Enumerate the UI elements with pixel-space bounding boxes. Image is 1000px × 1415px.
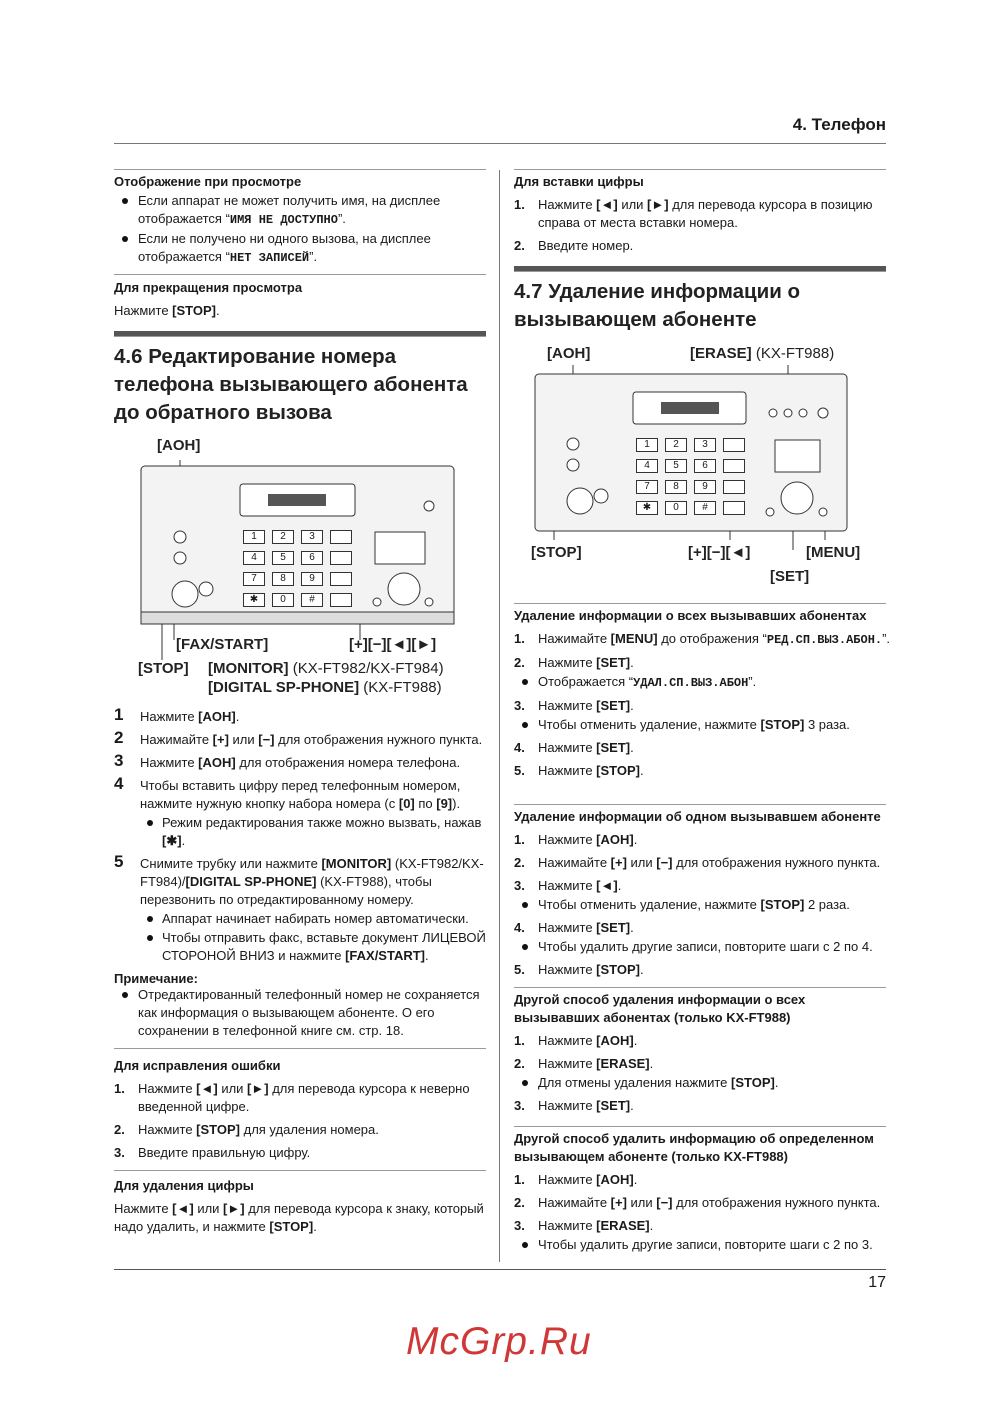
digital-label — [208, 679, 442, 696]
digital-key: [DIGITAL SP-PHONE] — [208, 679, 360, 696]
alt-delete-all-section — [514, 991, 886, 1120]
subheading: Другой способ удаления информации о всех вызывавших абонентах (только KX-FT988) — [514, 992, 806, 1025]
erase-label — [690, 345, 834, 362]
keypad-key: 2 — [272, 530, 294, 544]
step-number: 2. — [514, 655, 525, 670]
subheading: Удаление информации об одном вызывавшем абоненте — [514, 809, 881, 824]
step-text: Введите правильную цифру. — [138, 1145, 311, 1160]
step-number: 2. — [514, 855, 525, 870]
step-number: 5 — [114, 852, 124, 871]
keypad-key: 1 — [636, 438, 658, 452]
keypad-key: 7 — [243, 572, 265, 586]
step-number: 5. — [514, 763, 525, 778]
divider — [514, 603, 886, 604]
subheading: Для исправления ошибки — [114, 1058, 281, 1073]
section-header: 4. Телефон — [792, 115, 886, 134]
list-item — [514, 196, 886, 232]
step-text: Нажмите [STOP]. — [538, 763, 644, 778]
divider — [514, 1126, 886, 1127]
section-divider — [114, 331, 486, 337]
step-number: 3. — [514, 1098, 525, 1113]
step-text: Нажмите [AOH]. — [538, 1172, 638, 1187]
divider — [114, 1170, 486, 1171]
bullet-item: Аппарат начинает набирать номер автоматически. — [114, 910, 494, 928]
step-text: Нажмите [ERASE]. — [538, 1218, 654, 1233]
list-item — [514, 1217, 894, 1235]
function-key — [723, 438, 745, 452]
nav-keys-label — [349, 636, 436, 653]
bullet-item: Чтобы удалить другие записи, повторите шаги с 2 по 3. — [514, 1236, 894, 1254]
stop-label — [531, 544, 582, 561]
list-item — [114, 751, 494, 772]
nav-keys: [+][−][◄][►] — [349, 636, 437, 653]
fax-diagram-left — [130, 440, 470, 660]
keypad-key: 5 — [665, 459, 687, 473]
keypad-key: 5 — [272, 551, 294, 565]
bullet-item: Режим редактирования также можно вызвать, нажав [✱]. — [114, 814, 494, 850]
nav-keys-label — [688, 544, 750, 561]
list-item — [514, 697, 894, 715]
watermark: McGrp.Ru — [406, 1320, 592, 1363]
list-item — [114, 774, 494, 813]
step-number: 1. — [514, 1172, 525, 1187]
aoh-key: [AOH] — [157, 437, 201, 454]
bullet-item: Чтобы отменить удаление, нажмите [STOP] 3 раза. — [514, 716, 894, 734]
step-number: 1. — [514, 631, 525, 646]
divider — [114, 169, 486, 170]
bullet-item: Если не получено ни одного вызова, на дисплее отображается “НЕТ ЗАПИСЕЙ”. — [114, 230, 486, 267]
keypad-key: 0 — [665, 501, 687, 515]
keypad-key: 3 — [694, 438, 716, 452]
fax-start-key: [FAX/START] — [176, 636, 269, 653]
keypad-key: 4 — [243, 551, 265, 565]
step-number: 1. — [514, 197, 525, 212]
list-item — [514, 961, 894, 979]
delete-all-section — [514, 607, 894, 785]
list-item — [514, 1055, 886, 1073]
list-item — [114, 852, 494, 909]
steps-46 — [114, 705, 494, 1045]
step-number: 1. — [514, 1033, 525, 1048]
function-key — [330, 551, 352, 565]
step-number: 1. — [514, 832, 525, 847]
nav-keys: [+][−][◄] — [688, 544, 751, 561]
fax-diagram-right — [525, 360, 875, 550]
set-key: [SET] — [770, 568, 810, 585]
step-text: Нажмите [AOH]. — [538, 1033, 638, 1048]
erase-key: [ERASE] — [690, 345, 752, 362]
aoh-label — [547, 345, 590, 362]
keypad-key: 4 — [636, 459, 658, 473]
step-number: 3. — [114, 1145, 125, 1160]
keypad-key: 9 — [301, 572, 323, 586]
list-item — [514, 1194, 894, 1212]
function-key — [330, 530, 352, 544]
bullet-item: Чтобы отправить факс, вставьте документ ЛИЦЕВОЙ СТОРОНОЙ ВНИЗ и нажмите [FAX/START]. — [114, 929, 494, 965]
subheading: Другой способ удалить информацию об определенном вызывающем абоненте (только KX-FT988) — [514, 1131, 874, 1164]
bullet-item: Для отмены удаления нажмите [STOP]. — [514, 1074, 886, 1092]
view-display-section — [114, 173, 486, 272]
keypad-key: 8 — [665, 480, 687, 494]
step-text: Нажмите [AOH] для отображения номера телефона. — [140, 755, 461, 770]
step-text: Чтобы вставить цифру перед телефонным номером, нажмите нужную кнопку набора номера (с [0] по [9]). — [140, 778, 461, 811]
section-divider — [514, 266, 886, 272]
step-text: Нажмите [AOH]. — [538, 832, 638, 847]
step-text: Введите номер. — [538, 238, 634, 253]
step-number: 4. — [514, 920, 525, 935]
list-item — [114, 1080, 486, 1116]
set-label — [770, 568, 809, 585]
step-number: 2. — [514, 238, 525, 253]
divider — [514, 169, 886, 170]
subheading: Для прекращения просмотра — [114, 280, 303, 295]
divider — [514, 987, 886, 988]
models: (KX-FT988) — [363, 679, 442, 696]
menu-key: [MENU] — [806, 544, 861, 561]
bullet-item: Если аппарат не может получить имя, на дисплее отображается “ИМЯ НЕ ДОСТУПНО”. — [114, 192, 486, 229]
function-key — [723, 459, 745, 473]
list-item — [514, 654, 894, 672]
function-key — [723, 480, 745, 494]
models: (KX-FT982/KX-FT984) — [292, 660, 444, 677]
step-text: Нажмите [◄]. — [538, 878, 622, 893]
monitor-label — [208, 660, 444, 677]
step-text: Нажмите [SET]. — [538, 1098, 634, 1113]
paragraph: Нажмите [◄] или [►] для перевода курсора к знаку, который надо удалить, и нажмите [STOP]. — [114, 1201, 484, 1234]
keypad-key: # — [694, 501, 716, 515]
insert-digit-section — [514, 173, 886, 260]
function-key — [330, 572, 352, 586]
step-number: 3 — [114, 751, 124, 770]
step-text: Нажмите [AOH]. — [140, 709, 240, 724]
step-number: 1 — [114, 705, 124, 724]
alt-delete-one-section — [514, 1130, 894, 1259]
list-item — [514, 762, 894, 780]
step-number: 2. — [514, 1056, 525, 1071]
step-number: 3. — [514, 698, 525, 713]
keypad-key: 6 — [694, 459, 716, 473]
step-text: Нажмите [SET]. — [538, 655, 634, 670]
step-text: Нажмите [STOP] для удаления номера. — [138, 1122, 379, 1137]
step-number: 4. — [514, 740, 525, 755]
section-heading: 4.6 Редактирование номера телефона вызывающего абонента до обратного вызова — [114, 345, 468, 424]
list-item — [514, 854, 894, 872]
stop-label — [138, 660, 189, 677]
step-number: 2 — [114, 728, 124, 747]
section-heading: 4.7 Удаление информации о вызывающем абоненте — [514, 280, 801, 331]
bullet-item: Чтобы удалить другие записи, повторите шаги с 2 по 4. — [514, 938, 894, 956]
subheading: Для вставки цифры — [514, 174, 644, 189]
step-number: 5. — [514, 962, 525, 977]
list-item — [114, 1144, 486, 1162]
list-item — [514, 1171, 894, 1189]
monitor-key: [MONITOR] — [208, 660, 289, 677]
step-number: 2. — [514, 1195, 525, 1210]
keypad-key: 7 — [636, 480, 658, 494]
list-item — [514, 739, 894, 757]
list-item — [514, 919, 894, 937]
list-item — [514, 1097, 886, 1115]
page-number: 17 — [868, 1274, 886, 1291]
keypad-key: 6 — [301, 551, 323, 565]
keypad-key: # — [301, 593, 323, 607]
list-item — [514, 831, 894, 849]
bullet-item: Чтобы отменить удаление, нажмите [STOP] 2 раза. — [514, 896, 894, 914]
list-item — [114, 705, 494, 726]
fix-error-section — [114, 1057, 486, 1167]
menu-label — [806, 544, 860, 561]
header-divider — [114, 143, 886, 144]
step-text: Нажимайте [+] или [−] для отображения нужного пункта. — [538, 1195, 881, 1210]
step-text: Снимите трубку или нажмите [MONITOR] (KX-FT982/KX-FT984)/[DIGITAL SP-PHONE] (KX-FT988), чтобы перезвонить по отредактированному номеру. — [140, 856, 484, 907]
paragraph: Нажмите [STOP]. — [114, 303, 220, 318]
divider — [114, 274, 486, 275]
step-number: 3. — [514, 1218, 525, 1233]
delete-one-section — [514, 808, 894, 984]
models: (KX-FT988) — [755, 345, 835, 362]
footer-divider — [114, 1269, 886, 1270]
step-text: Нажимайте [MENU] до отображения “РЕД.СП.ВЫЗ.АБОН.”. — [538, 631, 891, 647]
list-item — [114, 728, 494, 749]
list-item — [514, 877, 894, 895]
list-item — [514, 1032, 886, 1050]
delete-digit-section — [114, 1177, 486, 1236]
stop-key: [STOP] — [138, 660, 189, 677]
step-text: Нажмите [STOP]. — [538, 962, 644, 977]
step-number: 2. — [114, 1122, 125, 1137]
step-text: Нажмите [SET]. — [538, 920, 634, 935]
aoh-label — [157, 437, 200, 454]
stop-key: [STOP] — [531, 544, 582, 561]
column-divider — [499, 170, 500, 1262]
fax-start-label — [176, 636, 268, 653]
note-heading: Примечание: — [114, 971, 198, 986]
subheading: Отображение при просмотре — [114, 174, 302, 189]
list-item — [514, 630, 894, 649]
function-key — [723, 501, 745, 515]
list-item — [114, 1121, 486, 1139]
step-text: Нажмите [ERASE]. — [538, 1056, 654, 1071]
step-text: Нажмите [SET]. — [538, 740, 634, 755]
bullet-item: Отображается “УДАЛ.СП.ВЫЗ.АБОН”. — [514, 673, 894, 692]
step-text: Нажмите [SET]. — [538, 698, 634, 713]
keypad-key: 3 — [301, 530, 323, 544]
step-text: Нажимайте [+] или [−] для отображения нужного пункта. — [538, 855, 881, 870]
step-text: Нажимайте [+] или [−] для отображения нужного пункта. — [140, 732, 483, 747]
divider — [114, 1048, 486, 1049]
keypad-key: 2 — [665, 438, 687, 452]
step-text: Нажмите [◄] или [►] для перевода курсора к неверно введенной цифре. — [138, 1081, 470, 1114]
subheading: Для удаления цифры — [114, 1178, 254, 1193]
keypad-key: 9 — [694, 480, 716, 494]
function-key — [330, 593, 352, 607]
list-item — [514, 237, 886, 255]
subheading: Удаление информации о всех вызывавших абонентах — [514, 608, 867, 623]
divider — [514, 804, 886, 805]
keypad-key: ✱ — [243, 593, 265, 607]
note-text: Отредактированный телефонный номер не сохраняется как информация о вызывающем абоненте. О его сохранении в телефонной книге см. стр. 18. — [114, 986, 494, 1040]
stop-view-section — [114, 279, 486, 320]
keypad-key: 8 — [272, 572, 294, 586]
keypad-key: 1 — [243, 530, 265, 544]
step-number: 1. — [114, 1081, 125, 1096]
keypad-key: 0 — [272, 593, 294, 607]
keypad-key: ✱ — [636, 501, 658, 515]
step-number: 4 — [114, 774, 124, 793]
aoh-key: [AOH] — [547, 345, 591, 362]
step-text: Нажмите [◄] или [►] для перевода курсора в позицию справа от места вставки номера. — [538, 197, 873, 230]
step-number: 3. — [514, 878, 525, 893]
